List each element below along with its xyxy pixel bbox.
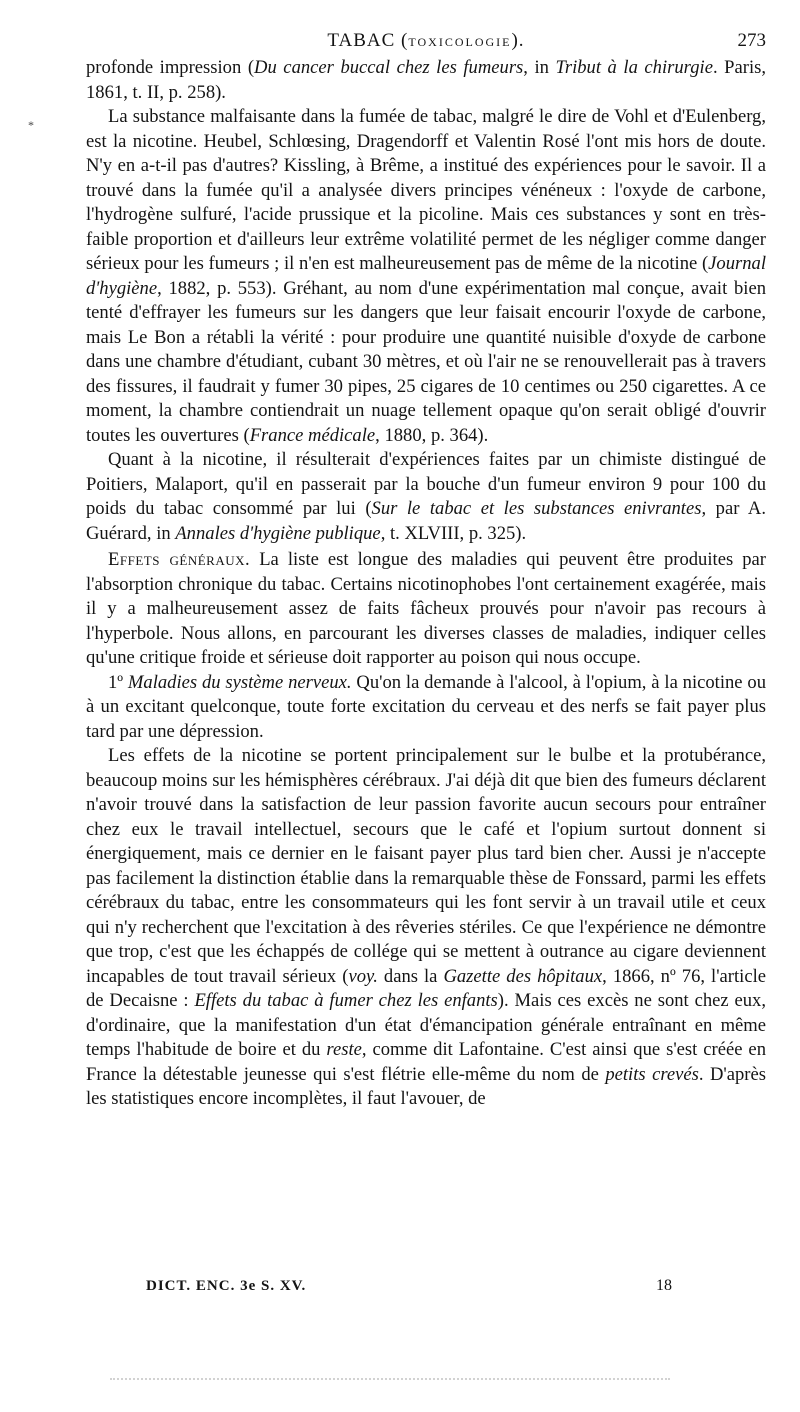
margin-mark: * [28,118,34,132]
text-run: Qu'on la demande à l'alcool, à l'opium, à la nicotine ou à un excitant quelconque, toute forte excitation du cerveau et des nerfs se fait payer plus tard par une dépression. [86,671,766,742]
running-title [86,28,766,54]
running-title-main: TABAC ( [327,30,409,51]
text-run: dans la [377,965,444,987]
text-run: , par A. Guérard, in [86,498,766,544]
emphasis: voy. [348,965,378,987]
text-run: . D'après les statistiques encore incomplètes, il faut l'avouer, de [86,1063,766,1109]
body-text [86,56,766,1112]
citation-title: Annales d'hygiène publique [175,522,381,544]
text-run: , comme dit Lafontaine. C'est ainsi que s'est créée en France la détestable jeunesse qui s'est flétrie elle-même du nom de [86,1039,766,1085]
citation-title: France médicale [249,424,376,446]
emphasis: reste [326,1039,362,1060]
citation-title: Effets du tabac à fumer chez les enfants [194,990,498,1011]
text-run: , in [523,57,556,78]
paragraph [86,105,766,448]
text-run: profonde impression ( [86,57,255,78]
paragraph [86,744,766,1112]
text-run: Quant à la nicotine, il résulterait d'expériences faites par un chimiste distingué de Poitiers, Malaport, qu'il en passerait par la bouche d'un fumeur environ 9 pour 100 du poids du tabac consommé par lui ( [86,449,766,519]
item-number: 1º [108,671,128,693]
section-heading-inline: Effets généraux. [108,549,251,570]
page-number: 273 [737,30,766,51]
citation-title: Gazette des hôpitaux [443,965,603,987]
paragraph [86,448,766,546]
text-run: , 1882, p. 553). Gréhant, au nom d'une expérimentation mal conçue, avait bien tenté d'effrayer les fumeurs sur les dangers que leur faisait encourir l'oxyde de carbone, mais Le Bon a rétabli la vérité : pour produire une quantité nuisible d'oxyde de carbone dans une chambre d'étudiant, cubant 30 mètres, et où l'air ne se renouvellerait pas à travers des fissures, il faudrait y fumer 30 pipes, 25 cigares de 10 centimes ou 250 cigarettes. A ce moment, la chambre contiendrait un nuage tellement opaque qu'on serait obligé d'ouvrir toutes les ouvertures ( [86,277,766,446]
text-run: ). Mais ces excès ne sont chez eux, d'ordinaire, que la manifestation d'un état d'émancipation générale entraînant en même temps l'habitude de boire et du [86,990,766,1060]
paragraph-section-effets-generaux [86,548,766,671]
text-run: Les effets de la nicotine se portent principalement sur le bulbe et la protubérance, beaucoup moins sur les hémisphères cérébraux. J'ai déjà dit que bien des fumeurs déclarent n'avoir trouvé dans la satisfaction de leur passion favorite aucun secours pour entraîner chez eux le travail intellectuel, secours que le café et l'opium surtout donnent si énergiquement, mais ce dernier en le faisant payer plus tard bien cher. Aussi je n'accepte pas facilement la distinction établie dans la remarquable thèse de Fonssard, parmi les effets cérébraux du tabac, entre les consommateurs qui les font servir à un travail utile et ceux qui n'y recherchent que l'excitation à des rêveries stériles. Ce que l'expérience ne démontre que trop, c'est que les échappés de collége qui se mettent à outrance au cigare deviennent incapables de tout travail sérieux ( [86,745,766,987]
text-run: La liste est longue des maladies qui peuvent être produites par l'absorption chronique du tabac. Certains nicotinophobes l'ont certainement exagérée, mais il y a malheureusement assez de faits fâcheux prouvés pour n'avoir pas recours à l'hyperbole. Nous allons, en parcourant les diverses classes de maladies, indiquer celles qu'une critique froide et sérieuse doit rapporter au poison qui nous occupe. [86,549,766,668]
citation-title: Du cancer buccal chez les fumeurs [254,57,524,78]
running-title-subject: toxicologie [408,31,512,50]
signature-mark: DICT. ENC. 3e S. XV. [146,1278,307,1294]
text-run: , t. XLVIII, p. 325). [380,522,527,544]
bleed-through-divider [110,1378,670,1386]
text-run: . Paris, 1861, t. II, p. 258). [86,57,766,103]
paragraph-continuation [86,56,766,105]
signature-number: 18 [656,1277,672,1294]
text-run: , 1866, nº 76, l'article de Decaisne : [86,965,766,1011]
text-run: La substance malfaisante dans la fumée de tabac, malgré le dire de Vohl et d'Eulenberg, est la nicotine. Heubel, Schlœsing, Dragendorff et Valentin Rosé l'ont mis hors de doute. N'y en a-t-il pas d'autres? Kissling, à Brême, a institué des expériences pour le savoir. Il a trouvé dans la fumée qu'il a analysée divers principes vénéneux : l'oxyde de carbone, l'hydrogène sulfuré, l'acide prussique et la picoline. Mais ces substances y sont en très-faible proportion et d'ailleurs leur extrême volatilité permet de les négliger comme danger sérieux pour les fumeurs ; il n'en est malheureusement pas de même de la nicotine ( [86,106,766,274]
emphasis: petits crevés [605,1063,699,1085]
citation-title: Sur le tabac et les substances enivrantes [371,498,702,519]
running-title-end: ). [511,30,525,51]
text-run: , 1880, p. 364). [375,424,489,446]
running-head [86,28,766,54]
citation-title: Tribut à la chirurgie [555,57,713,78]
signature-line [146,1274,706,1298]
paragraph-maladies-nerveux [86,671,766,745]
citation-title: Journal d'hygiène [86,253,766,299]
subsection-heading-inline: Maladies du système nerveux. [127,671,352,693]
